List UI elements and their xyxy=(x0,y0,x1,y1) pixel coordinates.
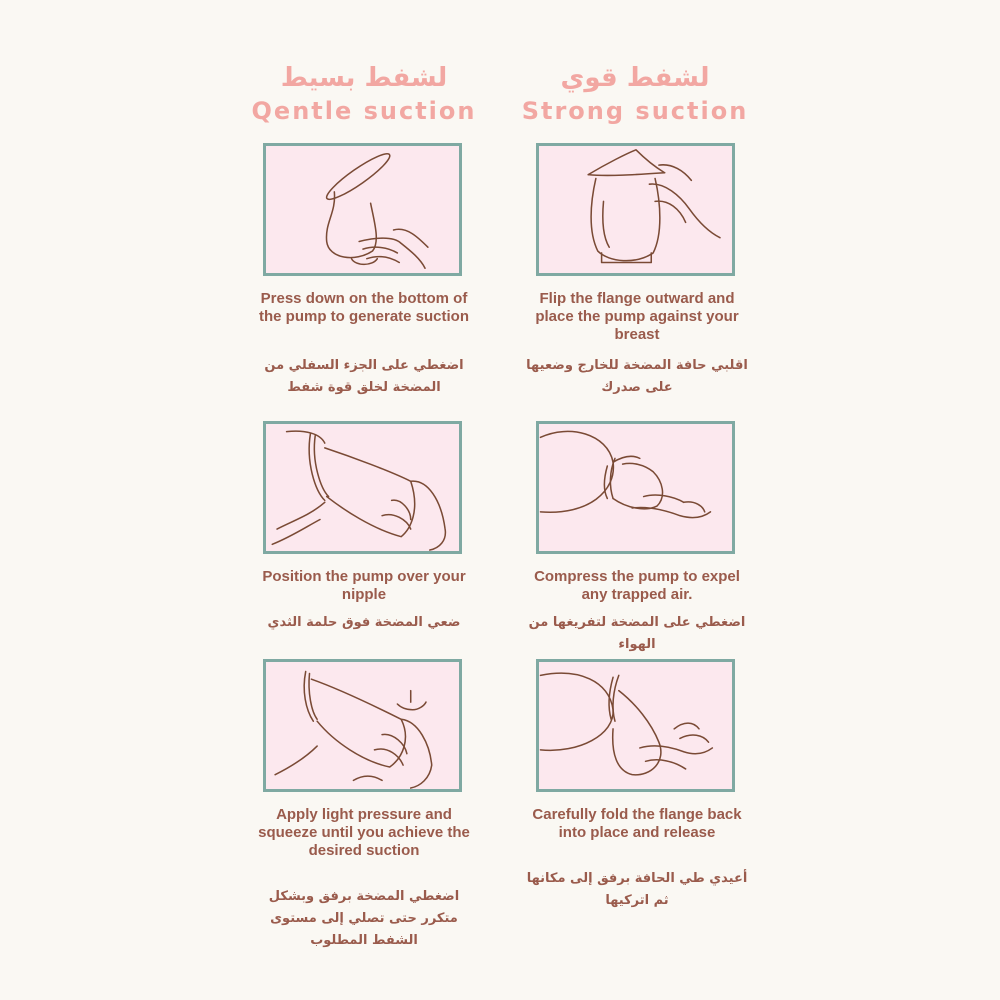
compress-pump-drawing xyxy=(539,424,732,551)
flip-flange-drawing xyxy=(539,146,732,273)
gentle-suction-heading xyxy=(234,62,494,126)
strong-suction-heading xyxy=(505,62,765,126)
strong-step-2-caption-en: Compress the pump to expel any trapped air. xyxy=(534,568,740,603)
gentle-suction-title-ar: لشفط بسيط xyxy=(280,63,448,93)
gentle-step-1-illustration xyxy=(263,143,462,276)
pump-press-bottom-drawing xyxy=(266,146,459,273)
strong-step-1-caption-en: Flip the flange outward and place the pump against your breast xyxy=(535,290,739,343)
strong-step-3-caption-en: Carefully fold the flange back into place and release xyxy=(532,806,742,841)
strong-step-3-caption-ar: أعيدي طي الحافة برفق إلى مكانها ثم اتركيها xyxy=(526,871,748,908)
gentle-step-3-caption-ar: اضغطي المضخة برفق وبشكل متكرر حتى تصلي إلى مستوى الشفط المطلوب xyxy=(268,889,460,948)
gentle-step-3-caption-en: Apply light pressure and squeeze until you achieve the desired suction xyxy=(258,806,470,859)
strong-suction-title-ar: لشفط قوي xyxy=(560,63,710,93)
strong-step-1-illustration xyxy=(536,143,735,276)
strong-suction-title-en: Strong suction xyxy=(521,97,749,125)
gentle-step-2-caption-en: Position the pump over your nipple xyxy=(262,568,466,603)
fold-flange-release-drawing xyxy=(539,662,732,789)
pump-over-nipple-drawing xyxy=(266,424,459,551)
gentle-step-3-illustration xyxy=(263,659,462,792)
gentle-step-1-caption-ar: اضغطي على الجزء السفلي من المضخة لخلق قوة شفط xyxy=(264,358,464,395)
strong-step-2-caption-ar: اضغطي على المضخة لتفريغها من الهواء xyxy=(528,615,746,652)
gentle-step-2-illustration xyxy=(263,421,462,554)
gentle-step-2-caption-ar: ضعي المضخة فوق حلمة الثدي xyxy=(267,615,461,630)
strong-step-3-illustration xyxy=(536,659,735,792)
gentle-suction-title-en: Qentle suction xyxy=(251,97,477,125)
strong-step-2-illustration xyxy=(536,421,735,554)
strong-step-1-caption-ar: اقلبي حافة المضخة للخارج وضعيها على صدرك xyxy=(526,358,748,395)
pump-squeeze-drawing xyxy=(266,662,459,789)
gentle-step-1-caption-en: Press down on the bottom of the pump to generate suction xyxy=(258,290,469,325)
